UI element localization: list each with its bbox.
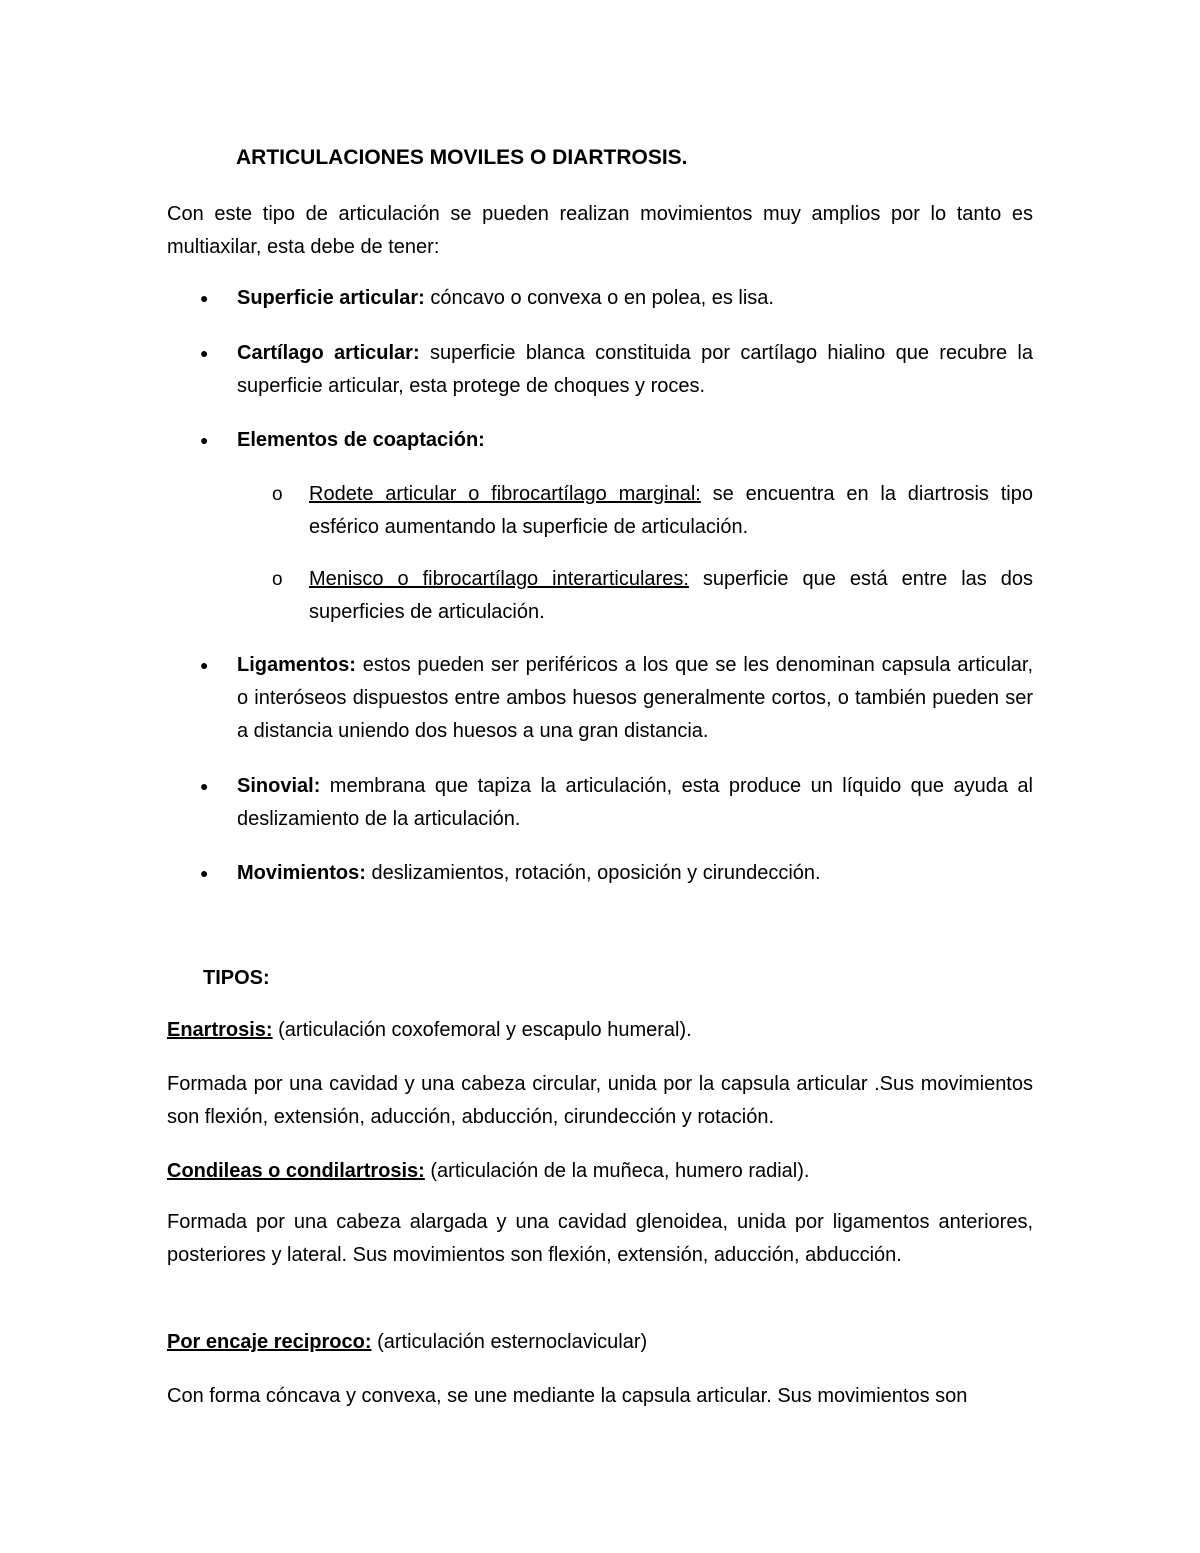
bullet-marker: ● bbox=[200, 432, 209, 448]
sub-item-description: superficie que está entre las dos superficies de articulación. bbox=[309, 568, 1033, 623]
sub-item-term: Rodete articular o fibrocartílago marginal: bbox=[309, 483, 701, 505]
type-term: Enartrosis: bbox=[167, 1019, 273, 1041]
bullet-marker: ● bbox=[200, 865, 209, 881]
sub-item-text bbox=[309, 478, 1033, 544]
bullet-term: Sinovial: bbox=[237, 775, 321, 797]
bullet-marker: ● bbox=[200, 778, 209, 794]
type-term: Condileas o condilartrosis: bbox=[167, 1160, 425, 1182]
sub-item-description: se encuentra en la diartrosis tipo esférico aumentando la superficie de articulación. bbox=[309, 483, 1033, 538]
bullet-description: deslizamientos, rotación, oposición y cirundección. bbox=[365, 862, 821, 884]
bullet-text bbox=[237, 424, 1033, 457]
type-heading bbox=[167, 1014, 1033, 1047]
type-examples: (articulación de la muñeca, humero radial). bbox=[424, 1160, 810, 1182]
bullet-description: membrana que tapiza la articulación, esta produce un líquido que ayuda al deslizamiento de la articulación. bbox=[237, 775, 1033, 830]
bullet-text bbox=[237, 770, 1033, 836]
type-description: Con forma cóncava y convexa, se une mediante la capsula articular. Sus movimientos son bbox=[167, 1385, 968, 1407]
bullet-marker: ● bbox=[200, 657, 209, 673]
type-heading bbox=[167, 1326, 1033, 1359]
bullet-text bbox=[237, 282, 1033, 315]
type-term: Por encaje reciproco: bbox=[167, 1331, 372, 1353]
bullet-text bbox=[237, 649, 1033, 748]
bullet-text bbox=[237, 857, 1033, 890]
type-examples: (articulación esternoclavicular) bbox=[371, 1331, 648, 1353]
bullet-text bbox=[237, 337, 1033, 403]
type-description: Formada por una cavidad y una cabeza circular, unida por la capsula articular .Sus movimientos son flexión, extensión, aducción, abducción, cirundección y rotación. bbox=[167, 1073, 1033, 1128]
bullet-term: Movimientos: bbox=[237, 862, 366, 884]
bullet-description: estos pueden ser periféricos a los que se les denominan capsula articular, o interóseos dispuestos entre ambos huesos generalmente cortos, o también pueden ser a distancia uniendo dos huesos a una gran distancia. bbox=[237, 654, 1033, 742]
bullet-term: Superficie articular: bbox=[237, 287, 425, 309]
type-heading bbox=[167, 1155, 1033, 1188]
bullet-term: Ligamentos: bbox=[237, 654, 356, 676]
type-description: Formada por una cabeza alargada y una cavidad glenoidea, unida por ligamentos anteriores, posteriores y lateral. Sus movimientos son flexión, extensión, aducción, abducción. bbox=[167, 1211, 1033, 1266]
bullet-description: superficie blanca constituida por cartílago hialino que recubre la superficie articular, esta protege de choques y roces. bbox=[237, 342, 1033, 397]
tipos-heading: TIPOS: bbox=[203, 967, 270, 989]
bullet-term: Elementos de coaptación: bbox=[237, 429, 485, 451]
bullet-description: cóncavo o convexa o en polea, es lisa. bbox=[424, 287, 774, 309]
bullet-marker: ● bbox=[200, 345, 209, 361]
sub-marker: o bbox=[272, 569, 283, 590]
sub-item-term: Menisco o fibrocartílago interarticulares: bbox=[309, 568, 689, 590]
document-title: ARTICULACIONES MOVILES O DIARTROSIS. bbox=[236, 146, 688, 169]
bullet-term: Cartílago articular: bbox=[237, 342, 420, 364]
bullet-marker: ● bbox=[200, 290, 209, 306]
type-examples: (articulación coxofemoral y escapulo humeral). bbox=[272, 1019, 692, 1041]
sub-item-text bbox=[309, 563, 1033, 629]
intro-paragraph: Con este tipo de articulación se pueden realizan movimientos muy amplios por lo tanto es multiaxilar, esta debe de tener: bbox=[167, 203, 1033, 258]
sub-marker: o bbox=[272, 484, 283, 505]
